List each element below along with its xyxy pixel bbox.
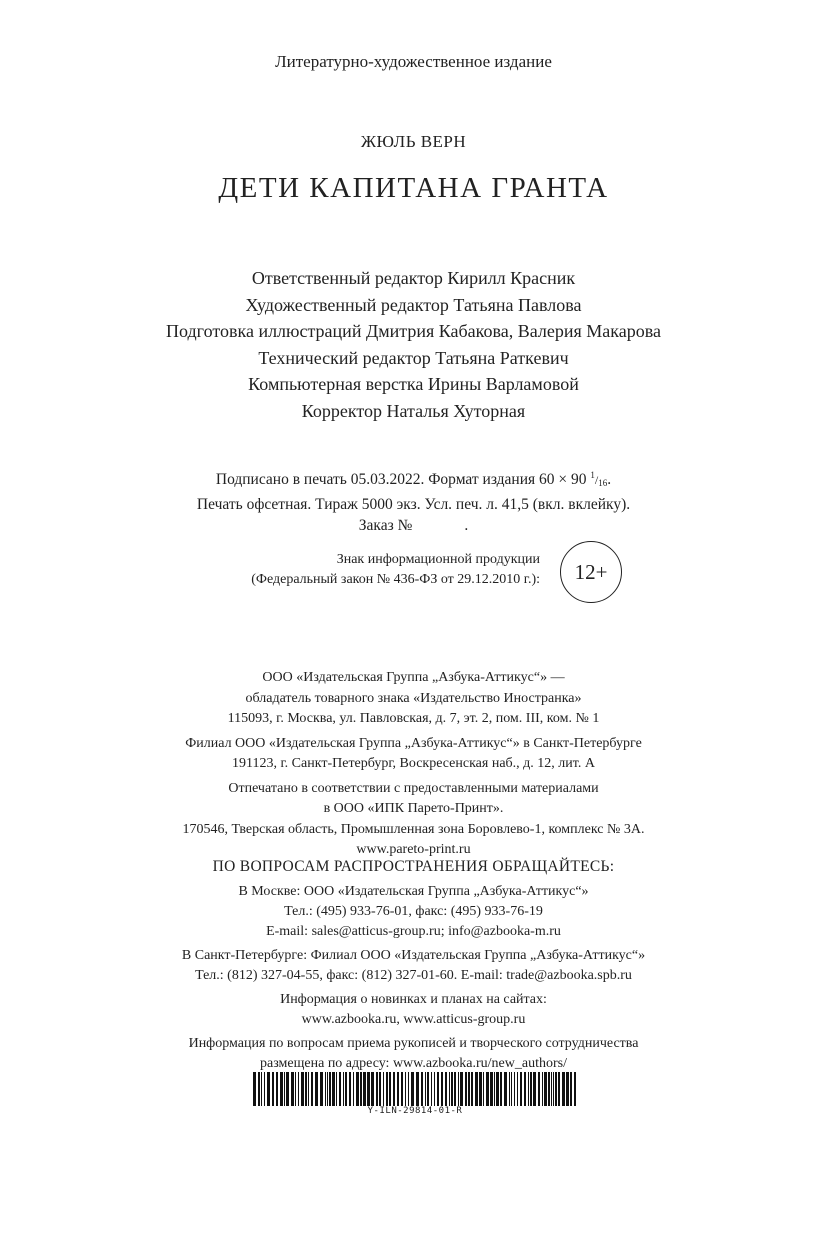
distribution-line: Тел.: (495) 933-76-01, факс: (495) 933-76-19: [284, 904, 543, 919]
barcode-bar: [548, 1072, 550, 1106]
barcode-bar: [553, 1072, 554, 1106]
printing-format-text: Подписано в печать 05.03.2022. Формат издания 60 × 90: [215, 471, 587, 488]
barcode-bar: [353, 1072, 354, 1106]
barcode-bar: [363, 1072, 366, 1106]
fraction-numerator: 1: [590, 470, 595, 480]
barcode-bar: [397, 1072, 399, 1106]
barcode-bar: [405, 1072, 406, 1106]
barcode-bar: [517, 1072, 518, 1106]
barcode-bar: [329, 1072, 331, 1106]
barcode-bar: [437, 1072, 439, 1106]
barcode-bar: [528, 1072, 529, 1106]
barcode-bar: [475, 1072, 478, 1106]
distribution-line: Тел.: (812) 327-04-55, факс: (812) 327-01-60. E-mail: trade@azbooka.spb.ru: [195, 968, 632, 983]
barcode-bar: [343, 1072, 344, 1106]
barcode-text: Y-ILN-29814-01-R: [367, 1106, 463, 1116]
barcode-bar: [315, 1072, 318, 1106]
barcode-bar: [434, 1072, 435, 1106]
barcode-bar: [490, 1072, 493, 1106]
author-name: ЖЮЛЬ ВЕРН: [360, 132, 467, 151]
distribution-line: размещена по адресу: www.azbooka.ru/new_authors/: [260, 1056, 567, 1071]
barcode-bar: [471, 1072, 473, 1106]
order-end: .: [464, 517, 469, 534]
barcode-bar: [264, 1072, 265, 1106]
printing-info: [0, 465, 827, 536]
barcode-image: [253, 1072, 577, 1106]
barcode-bar: [301, 1072, 304, 1106]
barcode-bar: [454, 1072, 456, 1106]
barcode-bar: [542, 1072, 543, 1106]
fraction-denominator: 16: [598, 478, 608, 488]
barcode-bar: [509, 1072, 510, 1106]
age-rating-value: 12+: [574, 559, 608, 584]
distribution-line: E-mail: sales@atticus-group.ru; info@azbooka-m.ru: [266, 924, 561, 939]
barcode-bar: [451, 1072, 453, 1106]
barcode-bar: [311, 1072, 313, 1106]
publisher-line: Филиал ООО «Издательская Группа „Азбука-Аттикус“» в Санкт-Петербурге: [185, 735, 642, 751]
publisher-line: 115093, г. Москва, ул. Павловская, д. 7, эт. 2, пом. III, ком. № 1: [227, 711, 600, 726]
printer-line: 170546, Тверская область, Промышленная зона Боровлево-1, комплекс № 3А.: [182, 821, 645, 837]
barcode-bar: [530, 1072, 532, 1106]
barcode-bar: [421, 1072, 423, 1106]
genre-label: Литературно-художественное издание: [275, 52, 552, 71]
barcode-bar: [393, 1072, 395, 1106]
format-fraction: $^1/_{16}$: [590, 470, 608, 488]
barcode-bar: [272, 1072, 274, 1106]
barcode-bar: [284, 1072, 285, 1106]
distribution-line: Информация о новинках и планах на сайтах:: [280, 992, 547, 1007]
barcode-bar: [544, 1072, 547, 1106]
barcode-bar: [494, 1072, 495, 1106]
barcode-bar: [449, 1072, 450, 1106]
barcode-bar: [566, 1072, 569, 1106]
barcode-bar: [479, 1072, 482, 1106]
distribution-line: В Санкт-Петербурге: Филиал ООО «Издательская Группа „Азбука-Аттикус“»: [181, 948, 646, 963]
barcode-bar: [360, 1072, 362, 1106]
barcode-bar: [416, 1072, 419, 1106]
barcode-bar: [468, 1072, 470, 1106]
barcode-bar: [408, 1072, 409, 1106]
barcode-bar: [483, 1072, 484, 1106]
barcode-bar: [298, 1072, 299, 1106]
age-mark-line-2: (Федеральный закон № 436-ФЗ от 29.12.2010 г.):: [251, 572, 540, 587]
publisher-block: [0, 668, 827, 861]
barcode-bar: [376, 1072, 378, 1106]
printing-line-2: Печать офсетная. Тираж 5000 экз. Усл. печ. л. 41,5 (вкл. вклейку).: [196, 496, 631, 513]
barcode-bar: [538, 1072, 540, 1106]
barcode-bar: [511, 1072, 512, 1106]
barcode-bar: [570, 1072, 572, 1106]
order-line: [0, 515, 827, 536]
barcode-bar: [524, 1072, 526, 1106]
barcode-bar: [325, 1072, 326, 1106]
barcode-bar: [431, 1072, 432, 1106]
barcode-bar: [320, 1072, 323, 1106]
barcode-bar: [367, 1072, 370, 1106]
publisher-line: обладатель товарного знака «Издательство Иностранка»: [245, 690, 582, 706]
barcode-bar: [276, 1072, 278, 1106]
printing-line-1: [0, 465, 827, 494]
distribution-line: www.azbooka.ru, www.atticus-group.ru: [301, 1012, 526, 1027]
distribution-block: [0, 882, 827, 1074]
distribution-line: Информация по вопросам приема рукописей и творческого сотрудничества: [188, 1036, 639, 1051]
barcode-bar: [253, 1072, 256, 1106]
barcode-bar: [425, 1072, 426, 1106]
order-label: Заказ №: [358, 517, 413, 534]
credits-block: [0, 265, 827, 424]
barcode-bar: [339, 1072, 341, 1106]
age-mark-line-1: Знак информационной продукции: [336, 552, 540, 567]
printer-website: www.pareto-print.ru: [356, 842, 471, 857]
barcode-bar: [574, 1072, 576, 1106]
distribution-heading: ПО ВОПРОСАМ РАСПРОСТРАНЕНИЯ ОБРАЩАЙТЕСЬ:: [212, 858, 615, 875]
barcode-bar: [327, 1072, 328, 1106]
distribution-line: В Москве: ООО «Издательская Группа „Азбука-Аттикус“»: [238, 884, 589, 899]
age-rating-badge: [560, 541, 622, 603]
barcode-bar: [267, 1072, 270, 1106]
barcode-bar: [460, 1072, 463, 1106]
book-title: ДЕТИ КАПИТАНА ГРАНТА: [218, 172, 609, 204]
publisher-line: 191123, г. Санкт-Петербург, Воскресенская наб., д. 12, лит. А: [232, 756, 595, 771]
barcode-bar: [441, 1072, 443, 1106]
age-mark-text: [200, 550, 540, 590]
printer-line: в ООО «ИПК Парето-Принт».: [323, 801, 504, 816]
barcode-bar: [427, 1072, 429, 1106]
barcode-bar: [345, 1072, 347, 1106]
barcode-bar: [389, 1072, 391, 1106]
barcode-bar: [336, 1072, 337, 1106]
barcode-bar: [261, 1072, 262, 1106]
printer-line: Отпечатано в соответствии с предоставленными материалами: [228, 780, 599, 796]
barcode-bar: [258, 1072, 260, 1106]
barcode-bar: [514, 1072, 515, 1106]
barcode-bar: [349, 1072, 351, 1106]
barcode-bar: [295, 1072, 296, 1106]
credit-line: Компьютерная верстка Ирины Варламовой: [248, 374, 579, 394]
barcode-bar: [504, 1072, 507, 1106]
barcode-bar: [533, 1072, 536, 1106]
barcode-bar: [401, 1072, 403, 1106]
barcode-bar: [551, 1072, 552, 1106]
barcode-bar: [356, 1072, 359, 1106]
credit-line: Подготовка иллюстраций Дмитрия Кабакова, Валерия Макарова: [166, 321, 661, 341]
credit-line: Ответственный редактор Кирилл Красник: [251, 268, 576, 288]
credit-line: Корректор Наталья Хуторная: [301, 400, 526, 421]
barcode-bar: [291, 1072, 294, 1106]
barcode-bar: [379, 1072, 381, 1106]
barcode-bar: [558, 1072, 560, 1106]
barcode-bar: [465, 1072, 467, 1106]
barcode-bar: [411, 1072, 414, 1106]
barcode-bar: [371, 1072, 374, 1106]
barcode-bar: [332, 1072, 335, 1106]
barcode-bar: [286, 1072, 289, 1106]
barcode-bar: [386, 1072, 388, 1106]
barcode-bar: [308, 1072, 309, 1106]
barcode-bar: [555, 1072, 557, 1106]
barcode-bar: [305, 1072, 307, 1106]
barcode-bar: [500, 1072, 502, 1106]
barcode-bar: [496, 1072, 499, 1106]
barcode-bar: [445, 1072, 447, 1106]
barcode-bar: [562, 1072, 565, 1106]
credit-line: Технический редактор Татьяна Раткевич: [258, 347, 569, 368]
barcode-bar: [383, 1072, 384, 1106]
barcode-bar: [458, 1072, 459, 1106]
credit-line: Художественный редактор Татьяна Павлова: [245, 294, 582, 315]
printing-line-1-end: .: [607, 471, 612, 488]
barcode-bar: [486, 1072, 489, 1106]
barcode-bar: [280, 1072, 283, 1106]
barcode-bar: [520, 1072, 522, 1106]
publisher-line: ООО «Издательская Группа „Азбука-Аттикус“» —: [262, 670, 565, 685]
